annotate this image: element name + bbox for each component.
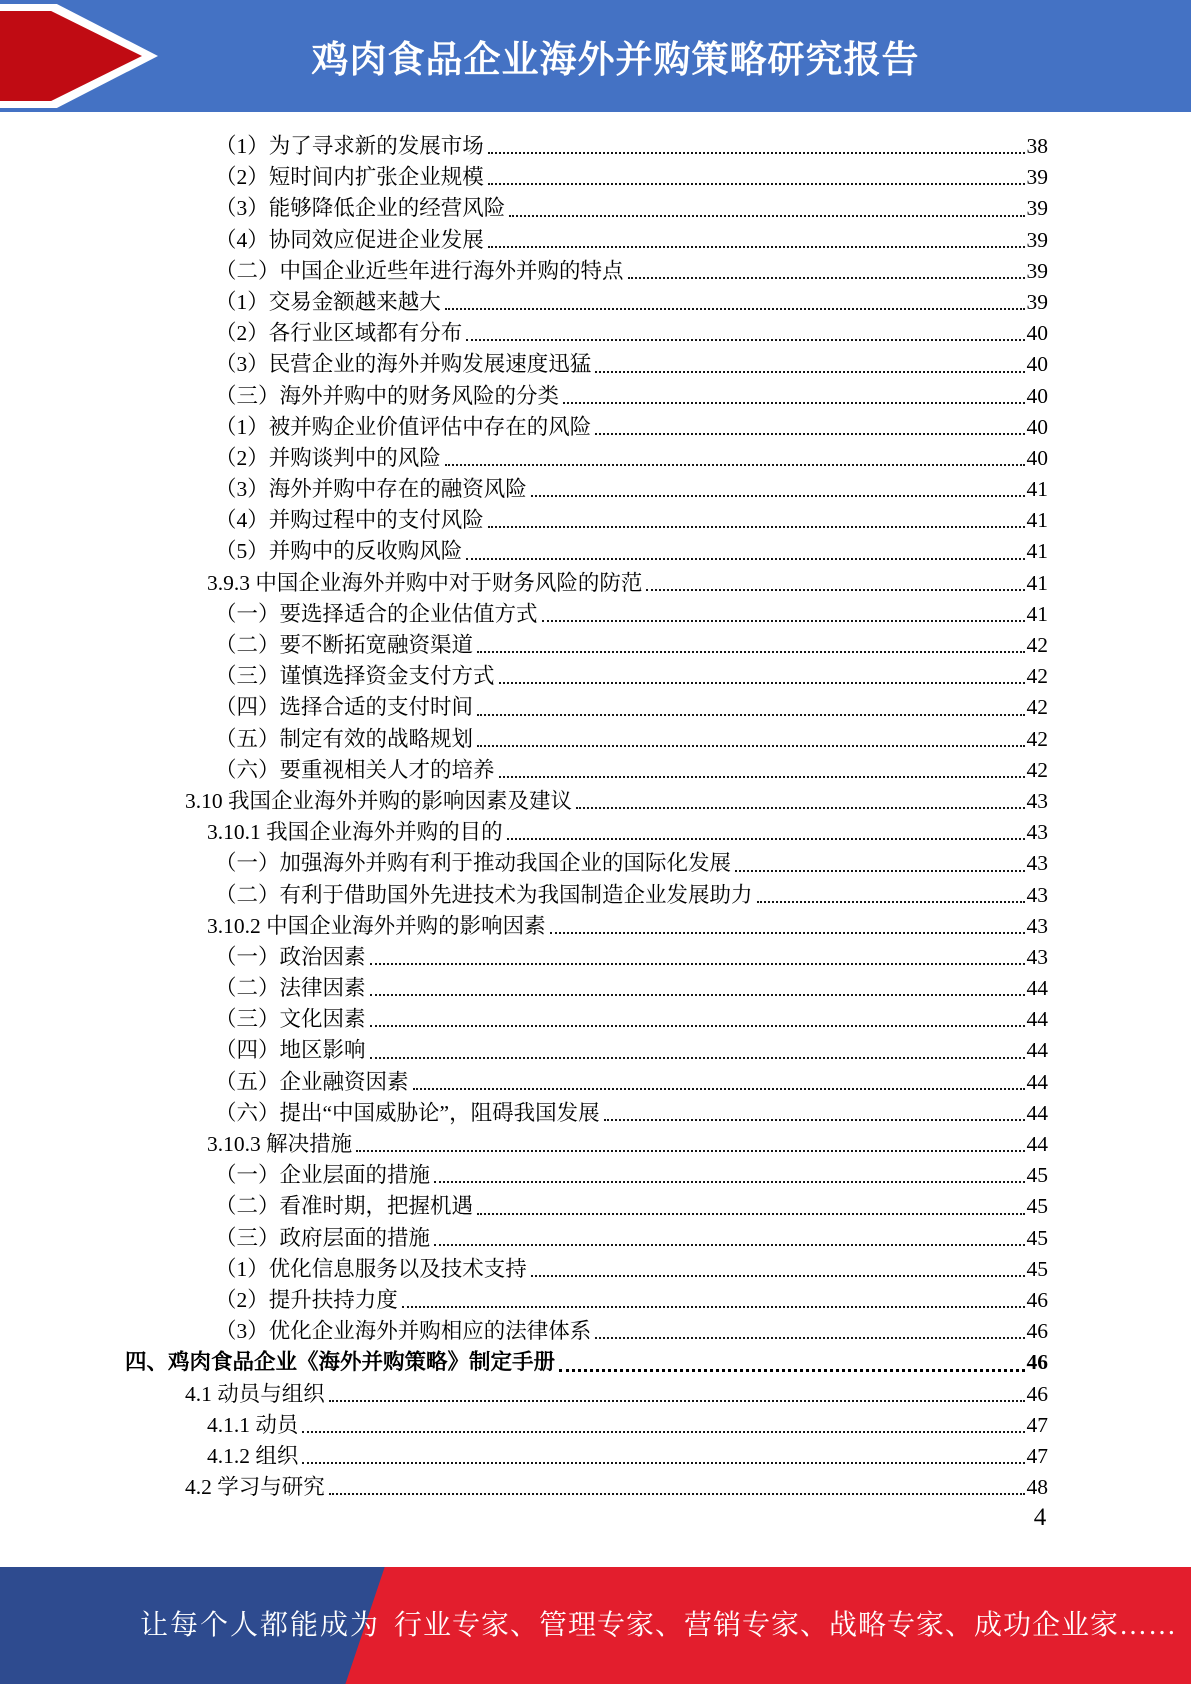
toc-entry-page: 40	[1026, 352, 1048, 377]
toc-entry[interactable]	[125, 1160, 1048, 1191]
toc-entry-label: 4.1 动员与组织	[185, 1381, 325, 1406]
dot-leader	[604, 1119, 1025, 1121]
toc-entry-label: （一）政治因素	[215, 944, 366, 969]
toc-entry[interactable]	[125, 381, 1048, 412]
dot-leader	[507, 838, 1025, 840]
toc-entry[interactable]	[125, 162, 1048, 193]
dot-leader	[531, 495, 1025, 497]
dot-leader	[434, 1244, 1024, 1246]
toc-entry-label: （二）法律因素	[215, 976, 366, 1001]
toc-entry[interactable]	[125, 661, 1048, 692]
toc-entry-page: 44	[1026, 1007, 1048, 1032]
toc-entry-page: 38	[1026, 134, 1048, 158]
dot-leader	[434, 1181, 1024, 1183]
toc-entry[interactable]	[125, 630, 1048, 661]
toc-entry[interactable]	[125, 599, 1048, 630]
dot-leader	[595, 433, 1024, 435]
dot-leader	[477, 651, 1024, 653]
toc-entry[interactable]	[125, 1129, 1048, 1160]
toc-entry-page: 40	[1026, 383, 1048, 408]
dot-leader	[413, 1088, 1025, 1090]
toc-entry[interactable]	[125, 942, 1048, 973]
toc-entry-page: 40	[1026, 321, 1048, 346]
toc-entry[interactable]	[125, 568, 1048, 599]
toc-entry-page: 46	[1026, 1287, 1048, 1312]
toc-entry-label: 3.10 我国企业海外并购的影响因素及建议	[185, 788, 573, 813]
toc-entry[interactable]	[125, 1316, 1048, 1347]
toc-entry-label: 四、鸡肉食品企业《海外并购策略》制定手册	[125, 1350, 556, 1375]
toc-entry-label: （4）并购过程中的支付风险	[215, 508, 484, 533]
toc-entry-page: 43	[1026, 820, 1048, 845]
dot-leader	[466, 558, 1024, 560]
toc-entry[interactable]	[125, 1098, 1048, 1129]
toc-entry[interactable]	[125, 1441, 1048, 1472]
toc-entry[interactable]	[125, 1004, 1048, 1035]
toc-entry-page: 47	[1026, 1412, 1048, 1437]
toc-entry[interactable]	[125, 412, 1048, 443]
toc-entry-page: 45	[1026, 1225, 1048, 1250]
toc-entry-page: 40	[1026, 445, 1048, 470]
toc-entry-page: 44	[1026, 976, 1048, 1001]
toc-entry-page: 41	[1026, 477, 1048, 502]
toc-entry[interactable]	[125, 1472, 1048, 1503]
dot-leader	[488, 152, 1025, 154]
toc-entry[interactable]	[125, 724, 1048, 755]
toc-entry-label: （一）加强海外并购有利于推动我国企业的国际化发展	[215, 851, 732, 876]
toc-entry-page: 43	[1026, 788, 1048, 813]
toc-entry[interactable]	[125, 1410, 1048, 1441]
dot-leader	[559, 1369, 1024, 1372]
dot-leader	[499, 682, 1025, 684]
toc-entry-label: （2）提升扶持力度	[215, 1287, 398, 1312]
toc-entry-label: （3）能够降低企业的经营风险	[215, 196, 506, 221]
toc-entry-label: 4.1.2 组织	[207, 1443, 299, 1468]
toc-entry-page: 44	[1026, 1038, 1048, 1063]
toc-entry-label: （六）提出“中国威胁论”，阻碍我国发展	[215, 1100, 600, 1125]
toc-entry-page: 44	[1026, 1132, 1048, 1156]
toc-entry-label: 4.2 学习与研究	[185, 1475, 325, 1500]
toc-entry-label: （四）选择合适的支付时间	[215, 695, 474, 720]
dot-leader	[499, 776, 1025, 778]
dot-leader	[542, 620, 1025, 622]
dot-leader	[576, 807, 1024, 809]
toc-entry[interactable]	[125, 973, 1048, 1004]
toc-entry[interactable]	[125, 1067, 1048, 1098]
dot-leader	[370, 1057, 1025, 1059]
toc-entry-page: 41	[1026, 601, 1048, 626]
toc-entry-label: （五）企业融资因素	[215, 1069, 409, 1094]
toc-entry-page: 39	[1026, 165, 1048, 190]
toc-entry-page: 44	[1026, 1069, 1048, 1094]
toc-entry-label: （2）各行业区域都有分布	[215, 321, 463, 346]
toc-entry-label: （一）企业层面的措施	[215, 1163, 431, 1188]
toc-entry-label: 3.9.3 中国企业海外并购中对于财务风险的防范	[207, 570, 643, 595]
toc-entry-page: 39	[1026, 227, 1048, 252]
toc-entry-page: 45	[1026, 1256, 1048, 1281]
toc-entry-label: （3）优化企业海外并购相应的法律体系	[215, 1319, 592, 1344]
dot-leader	[445, 308, 1025, 310]
toc-entry-page: 40	[1026, 414, 1048, 439]
toc-entry-page: 48	[1026, 1475, 1048, 1500]
dot-leader	[445, 464, 1025, 466]
toc-entry-label: （5）并购中的反收购风险	[215, 539, 463, 564]
toc-entry-label: （3）海外并购中存在的融资风险	[215, 477, 527, 502]
page-number: 4	[1033, 1504, 1047, 1531]
dot-leader	[356, 1150, 1024, 1152]
toc-entry-label: （四）地区影响	[215, 1038, 366, 1063]
dot-leader	[402, 1306, 1025, 1308]
toc-entry[interactable]	[125, 911, 1048, 942]
toc-entry[interactable]	[125, 1254, 1048, 1285]
toc-entry[interactable]	[125, 505, 1048, 536]
toc-entry-label: （二）要不断拓宽融资渠道	[215, 633, 474, 657]
toc-entry-label: 3.10.3 解决措施	[207, 1132, 353, 1156]
toc-entry[interactable]	[125, 1379, 1048, 1410]
toc-entry-page: 41	[1026, 539, 1048, 564]
toc-entry-page: 39	[1026, 258, 1048, 283]
toc-entry[interactable]	[125, 692, 1048, 723]
toc-entry-label: （三）谨慎选择资金支付方式	[215, 664, 495, 689]
dot-leader	[550, 932, 1025, 934]
dot-leader	[595, 371, 1024, 373]
footer-band	[0, 1567, 1191, 1684]
toc-entry[interactable]	[125, 474, 1048, 505]
dot-leader	[628, 277, 1025, 279]
dot-leader	[370, 994, 1025, 996]
toc-entry-page: 42	[1026, 726, 1048, 751]
toc-entry-label: （二）看准时期，把握机遇	[215, 1194, 474, 1219]
dot-leader	[563, 402, 1024, 404]
dot-leader	[646, 589, 1024, 591]
table-of-contents	[125, 131, 1048, 1503]
toc-entry[interactable]	[125, 193, 1048, 224]
toc-entry-page: 41	[1026, 570, 1048, 595]
footer-slogan-left: 让每个人都能成为	[140, 1610, 381, 1641]
toc-entry-page: 42	[1026, 757, 1048, 782]
dot-leader	[302, 1462, 1024, 1464]
dot-leader	[509, 215, 1024, 217]
toc-entry-label: 3.10.1 我国企业海外并购的目的	[207, 820, 503, 845]
toc-entry[interactable]	[125, 1191, 1048, 1222]
toc-entry-label: （二）中国企业近些年进行海外并购的特点	[215, 258, 624, 283]
toc-entry-page: 43	[1026, 913, 1048, 938]
toc-entry[interactable]	[125, 755, 1048, 786]
dot-leader	[477, 1213, 1024, 1215]
toc-entry[interactable]	[125, 1035, 1048, 1066]
toc-entry-label: （3）民营企业的海外并购发展速度迅猛	[215, 352, 592, 377]
toc-entry-page: 39	[1026, 289, 1048, 314]
toc-entry-label: （三）政府层面的措施	[215, 1225, 431, 1250]
dot-leader	[735, 870, 1024, 872]
toc-entry-label: （六）要重视相关人才的培养	[215, 757, 495, 782]
toc-entry-page: 42	[1026, 664, 1048, 689]
toc-entry-page: 45	[1026, 1163, 1048, 1188]
toc-entry-label: （一）要选择适合的企业估值方式	[215, 601, 538, 626]
toc-entry-label: （2）短时间内扩张企业规模	[215, 165, 484, 190]
toc-entry[interactable]	[125, 443, 1048, 474]
toc-entry-page: 42	[1026, 695, 1048, 720]
toc-entry-label: （1）为了寻求新的发展市场	[215, 134, 484, 158]
toc-entry[interactable]	[125, 349, 1048, 380]
dot-leader	[302, 1431, 1024, 1433]
toc-entry-page: 46	[1026, 1350, 1048, 1375]
report-title: 鸡肉食品企业海外并购策略研究报告	[311, 39, 920, 80]
toc-entry[interactable]	[125, 131, 1048, 162]
dot-leader	[370, 963, 1025, 965]
toc-entry-label: （1）被并购企业价值评估中存在的风险	[215, 414, 592, 439]
toc-entry-page: 43	[1026, 851, 1048, 876]
toc-entry[interactable]	[125, 817, 1048, 848]
toc-entry-page: 46	[1026, 1381, 1048, 1406]
chevron-arrow-fill	[0, 11, 142, 101]
toc-entry[interactable]	[125, 1223, 1048, 1254]
toc-entry-label: （2）并购谈判中的风险	[215, 445, 441, 470]
toc-entry-label: 3.10.2 中国企业海外并购的影响因素	[207, 913, 546, 938]
toc-entry[interactable]	[125, 848, 1048, 879]
dot-leader	[329, 1493, 1025, 1495]
toc-entry-page: 46	[1026, 1319, 1048, 1344]
dot-leader	[466, 339, 1024, 341]
toc-entry-page: 47	[1026, 1443, 1048, 1468]
toc-entry[interactable]	[125, 1285, 1048, 1316]
dot-leader	[757, 901, 1025, 903]
dot-leader	[370, 1025, 1025, 1027]
toc-entry-page: 45	[1026, 1194, 1048, 1219]
toc-entry[interactable]	[125, 225, 1048, 256]
toc-entry-page: 43	[1026, 882, 1048, 907]
dot-leader	[329, 1400, 1025, 1402]
dot-leader	[531, 1275, 1025, 1277]
dot-leader	[488, 246, 1025, 248]
dot-leader	[477, 714, 1024, 716]
footer-slogan-right: 行业专家、管理专家、营销专家、战略专家、成功企业家……	[394, 1610, 1178, 1641]
toc-entry[interactable]	[125, 880, 1048, 911]
toc-entry-label: 4.1.1 动员	[207, 1412, 299, 1437]
toc-entry-label: （二）有利于借助国外先进技术为我国制造企业发展助力	[215, 882, 753, 907]
toc-entry-page: 43	[1026, 944, 1048, 969]
toc-entry-label: （五）制定有效的战略规划	[215, 726, 474, 751]
dot-leader	[477, 745, 1024, 747]
toc-entry-label: （1）交易金额越来越大	[215, 289, 441, 314]
toc-entry-label: （1）优化信息服务以及技术支持	[215, 1256, 527, 1281]
toc-entry-label: （4）协同效应促进企业发展	[215, 227, 484, 252]
toc-entry[interactable]	[125, 318, 1048, 349]
toc-entry[interactable]	[125, 287, 1048, 318]
dot-leader	[595, 1337, 1024, 1339]
toc-entry-page: 44	[1026, 1100, 1048, 1125]
toc-entry[interactable]	[125, 786, 1048, 817]
toc-entry-page: 41	[1026, 508, 1048, 533]
dot-leader	[488, 526, 1025, 528]
toc-entry-page: 39	[1026, 196, 1048, 221]
toc-entry[interactable]	[125, 1347, 1048, 1378]
toc-entry[interactable]	[125, 536, 1048, 567]
toc-entry-label: （三）海外并购中的财务风险的分类	[215, 383, 560, 408]
toc-entry[interactable]	[125, 256, 1048, 287]
toc-entry-page: 42	[1026, 633, 1048, 657]
toc-entry-label: （三）文化因素	[215, 1007, 366, 1032]
header-band	[0, 0, 1191, 112]
chevron-arrow-icon	[0, 4, 158, 108]
dot-leader	[488, 183, 1025, 185]
